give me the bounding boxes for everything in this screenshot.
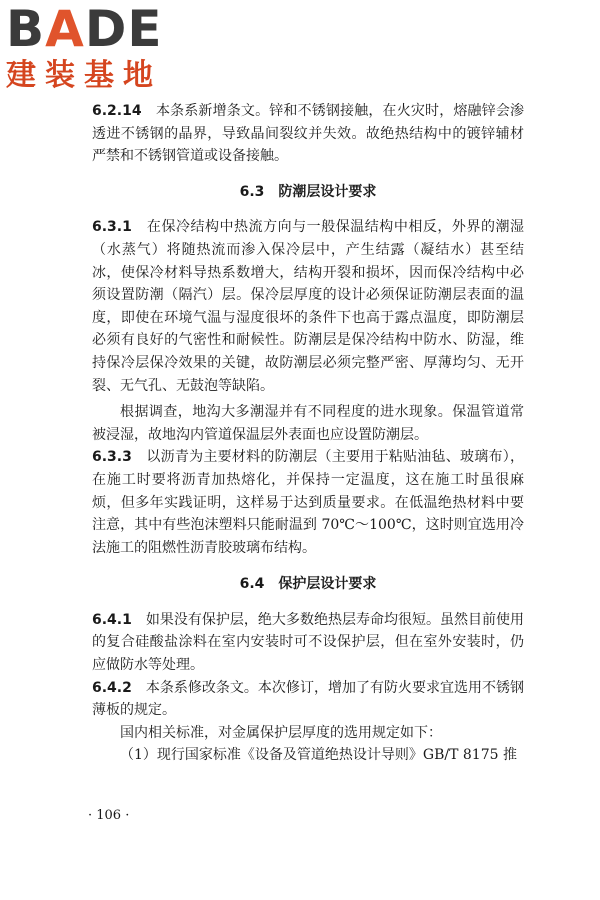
clause-6-4-2 [92,677,524,722]
clause-number: 6.3.1 [92,219,132,236]
clause-number: 6.4.1 [92,611,132,628]
document-body [92,100,524,767]
page-number: · 106 · [88,808,130,823]
clause-text: 在保冷结构中热流方向与一般保温结构中相反，外界的潮湿（水蒸气）将随热流而渗入保冷层中，产生结露（凝结水）甚至结冰，使保冷材料导热系数增大，结构开裂和损坏，因而保冷结构中必须设置防潮（隔汽）层。保冷层厚度的设计必须保证防潮层表面的温度，即使在环境气温与湿度很坏的条件下也高于露点温度，即防潮层必须有良好的气密性和耐候性。防潮层是保冷结构中防水、防湿，维持保冷层保冷效果的关键，故防潮层必须完整严密、厚薄均匀、无开裂、无气孔、无鼓泡等缺陷。 [92,219,524,394]
clause-number: 6.3.3 [92,449,132,466]
clause-6-4-1 [92,609,524,677]
paragraph: 根据调查，地沟大多潮湿并有不同程度的进水现象。保温管道常被浸湿，故地沟内管道保温层外表面也应设置防潮层。 [92,404,524,443]
clause-6-2-14 [92,100,524,168]
clause-text: 如果没有保护层，绝大多数绝热层寿命均很短。虽然目前使用的复合硅酸盐涂料在室内安装时可不设保护层，但在室外安装时，仍应做防水等处理。 [92,611,525,674]
clause-number: 6.4.2 [92,679,132,696]
clause-number: 6.2.14 [92,103,142,119]
section-heading-6-3: 6.3 防潮层设计要求 [239,183,377,200]
clause-6-3-3 [92,446,524,559]
bade-logo [6,0,181,96]
clause-6-3-1 [92,216,524,397]
paragraph: （1）现行国家标准《设备及管道绝热设计导则》GB/T 8175 推 [120,747,517,764]
logo-wordmark: BADE [6,0,163,58]
clause-text: 以沥青为主要材料的防潮层（主要用于粘贴油毡、玻璃布），在施工时要将沥青加热熔化，并保持一定温度，这在施工时虽很麻烦，但多年实践证明，这样易于达到质量要求。在低温绝热材料中要注意，其中有些泡沫塑料只能耐温到 70℃～100℃，这时则宜选用冷法施工的阻燃性沥青胶玻璃布结构。 [92,449,525,556]
paragraph: 国内相关标准，对金属保护层厚度的选用规定如下： [120,724,442,741]
clause-text: 本条系新增条文。锌和不锈钢接触，在火灾时，熔融锌会渗透进不锈钢的晶界，导致晶间裂纹并失效。故绝热结构中的镀锌辅材严禁和不锈钢管道或设备接触。 [92,103,525,165]
clause-text: 本条系修改条文。本次修订，增加了有防火要求宜选用不锈钢薄板的规定。 [92,679,525,719]
logo-subtitle: 建装基地 [6,58,162,93]
section-heading-6-4: 6.4 保护层设计要求 [239,576,377,593]
